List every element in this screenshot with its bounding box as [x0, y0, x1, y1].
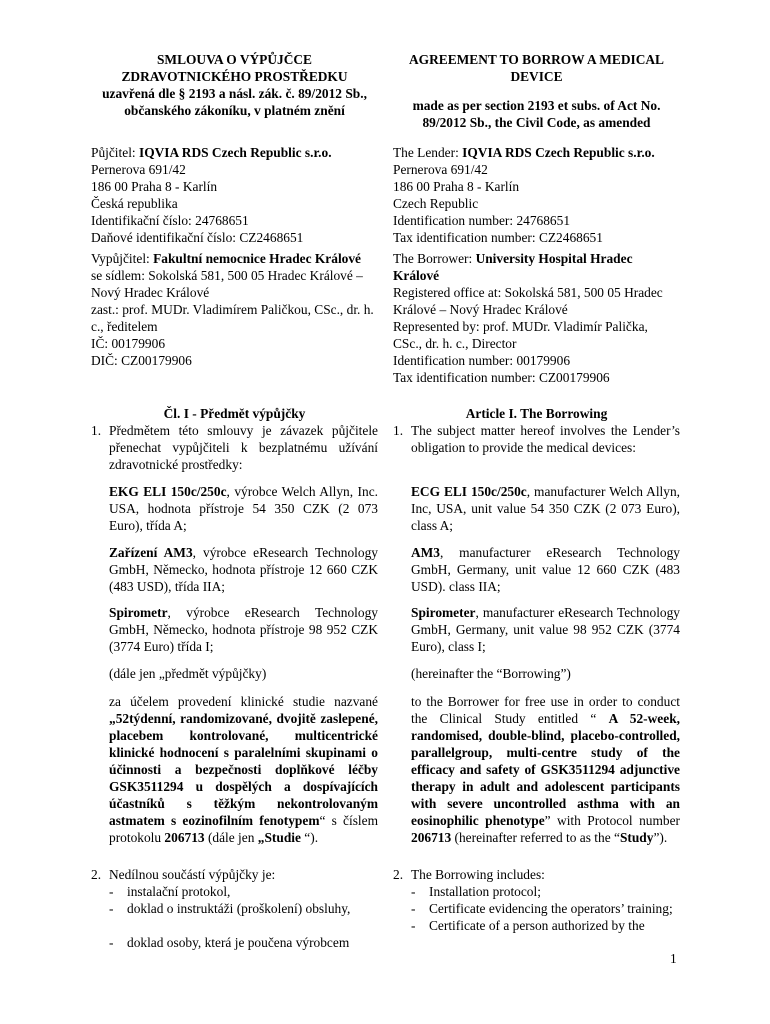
english-title — [393, 51, 680, 85]
list-item-text: Certificate of a person authorized by the — [429, 918, 645, 933]
english-title-line: DEVICE — [510, 69, 563, 84]
purpose-post: (hereinafter referred to as the “ — [451, 830, 620, 845]
czech-title-line: ZDRAVOTNICKÉHO PROSTŘEDKU — [121, 69, 348, 84]
clause-text: Nedílnou součástí výpůjčky je: — [109, 867, 276, 882]
protocol-number: 206713 — [411, 830, 452, 845]
study-title: A 52-week, randomised, double-blind, placebo-controlled, parallelgroup, multi-centre study of the efficacy and safety of GSK3511294 adjunctive therapy in adult and adolescent participants with severe uncontrolled asthma with an eosinophilic phenotype — [411, 711, 680, 828]
device-am3 — [393, 544, 680, 595]
device-details: , výrobce eResearch Technology GmbH, Německo, hodnota přístroje 98 952 CZK (3774 Euro) třída I; — [109, 605, 378, 654]
study-label: Study — [619, 830, 654, 845]
clause-text: Předmětem této smlouvy je závazek půjčitele přenechat vypůjčiteli k bezplatnému užívání zdravotnické prostředky: — [109, 423, 378, 472]
study-purpose — [91, 693, 378, 846]
list-item-text: Installation protocol; — [429, 884, 541, 899]
clause-number: 1. — [393, 423, 404, 438]
lender-line: Identification number: 24768651 — [393, 213, 571, 228]
hereinafter-text: (dále jen „předmět výpůjčky) — [109, 666, 267, 681]
czech-borrower-block — [91, 250, 378, 369]
clause-1 — [393, 422, 680, 456]
borrower-line: Tax identification number: CZ00179906 — [393, 370, 610, 385]
borrower-name: Fakultní nemocnice Hradec Králové — [153, 251, 362, 266]
lender-line: Daňové identifikační číslo: CZ2468651 — [91, 230, 304, 245]
purpose-mid: ” with Protocol number — [544, 813, 680, 828]
lender-line: Identifikační číslo: 24768651 — [91, 213, 249, 228]
lender-name: IQVIA RDS Czech Republic s.r.o. — [462, 145, 655, 160]
borrower-line: IČ: 00179906 — [91, 336, 166, 351]
borrower-line: Identification number: 00179906 — [393, 353, 571, 368]
article-title: Čl. I - Předmět výpůjčky — [163, 406, 306, 421]
borrower-line: zast.: prof. MUDr. Vladimírem Paličkou, CSc., dr. h. c., ředitelem — [91, 302, 374, 334]
hereinafter-text: (hereinafter the “Borrowing”) — [411, 666, 571, 681]
list-item: - instalační protokol, — [91, 883, 378, 900]
borrower-line: Registered office at: Sokolská 581, 500 05 Hradec Králové – Nový Hradec Králové — [393, 285, 663, 317]
english-subtitle-line: 89/2012 Sb., the Civil Code, as amended — [422, 115, 651, 130]
purpose-end: ”). — [653, 830, 668, 845]
article-title: Article I. The Borrowing — [465, 406, 608, 421]
lender-line: Česká republika — [91, 196, 178, 211]
device-name: Spirometer — [411, 605, 476, 620]
lender-line: Pernerova 691/42 — [393, 162, 488, 177]
list-item: - Certificate evidencing the operators’ training; — [393, 900, 680, 917]
device-details: , výrobce Welch Allyn, Inc. USA, hodnota přístroje 54 350 CZK (2 073 Euro), třída A; — [109, 484, 378, 533]
device-ecg — [393, 483, 680, 534]
clause-number: 1. — [91, 423, 102, 438]
list-item-text: instalační protokol, — [127, 884, 231, 899]
czech-clause-2 — [91, 866, 378, 951]
device-details: , manufacturer Welch Allyn, Inc, USA, unit value 54 350 CZK (2 073 Euro), class A; — [411, 484, 681, 533]
study-purpose — [393, 693, 680, 846]
czech-lender-block — [91, 144, 378, 246]
english-subtitle — [393, 97, 680, 131]
page-number: 1 — [670, 951, 677, 966]
list-item-text: doklad o instruktáži (proškolení) obsluhy, — [127, 901, 351, 916]
list-item-text: Certificate evidencing the operators’ training; — [429, 901, 673, 916]
lender-line: Tax identification number: CZ2468651 — [393, 230, 603, 245]
purpose-mid: “ s číslem protokolu — [109, 813, 378, 845]
purpose-end: “). — [300, 830, 319, 845]
borrower-line: Represented by: prof. MUDr. Vladimír Palička, CSc., dr. h. c., Director — [393, 319, 648, 351]
lender-label: Půjčitel: — [91, 145, 139, 160]
lender-label: The Lender: — [393, 145, 463, 160]
clause-text: The Borrowing includes: — [411, 867, 545, 882]
list-item: - Installation protocol; — [393, 883, 680, 900]
list-item: - Certificate of a person authorized by the — [393, 917, 680, 934]
device-name: Zařízení AM3 — [109, 545, 193, 560]
device-ekg — [91, 483, 378, 534]
czech-title-line: SMLOUVA O VÝPŮJČCE — [156, 52, 312, 67]
lender-line: 186 00 Praha 8 - Karlín — [393, 179, 520, 194]
clause-1 — [91, 422, 378, 473]
device-name: AM3 — [411, 545, 441, 560]
clause-text: The subject matter hereof involves the Lender’s obligation to provide the medical devices: — [411, 423, 680, 455]
device-am3 — [91, 544, 378, 595]
lender-name: IQVIA RDS Czech Republic s.r.o. — [138, 145, 332, 160]
device-details: , výrobce eResearch Technology GmbH, Německo, hodnota přístroje 12 660 CZK (483 USD), třída IIA; — [109, 545, 378, 594]
device-details: , manufacturer eResearch Technology GmbH, Germany, unit value 98 952 CZK (3774 Euro), class I; — [411, 605, 680, 654]
purpose-intro: za účelem provedení klinické studie nazvané — [109, 694, 378, 709]
borrower-line: DIČ: CZ00179906 — [91, 353, 192, 368]
hereinafter-note — [91, 665, 378, 682]
list-item-text: doklad osoby, která je poučena výrobcem — [127, 935, 350, 950]
lender-line: 186 00 Praha 8 - Karlín — [91, 179, 218, 194]
device-spirometer — [91, 604, 378, 655]
lender-line: Pernerova 691/42 — [91, 162, 186, 177]
clause-number: 2. — [91, 867, 102, 882]
english-clause-2 — [393, 866, 680, 934]
purpose-post: (dále jen — [204, 830, 258, 845]
english-lender-block — [393, 144, 680, 246]
english-article — [393, 405, 680, 456]
czech-article — [91, 405, 378, 473]
english-borrower-block — [393, 250, 680, 386]
device-name: Spirometr — [109, 605, 168, 620]
czech-title — [91, 51, 378, 119]
study-label: „Studie — [257, 830, 301, 845]
english-title-line: AGREEMENT TO BORROW A MEDICAL — [409, 52, 664, 67]
borrower-name: University Hospital Hradec Králové — [393, 251, 633, 283]
device-name: ECG ELI 150c/250c — [411, 484, 527, 499]
lender-line: Czech Republic — [393, 196, 479, 211]
czech-title-line: občanského zákoníku, v platném znění — [124, 103, 345, 118]
list-item: - doklad osoby, která je poučena výrobcem — [91, 934, 378, 951]
device-details: , manufacturer eResearch Technology GmbH, Germany, unit value 12 660 CZK (483 USD). class IIA; — [411, 545, 680, 594]
borrower-line: se sídlem: Sokolská 581, 500 05 Hradec Králové – Nový Hradec Králové — [91, 268, 363, 300]
device-spirometer — [393, 604, 680, 655]
protocol-number: 206713 — [164, 830, 205, 845]
borrower-label: Vypůjčitel: — [91, 251, 154, 266]
study-title: „52týdenní, randomizované, dvojitě zaslepené, placebem kontrolované, multicentrické klinické hodnocení s paralelními skupinami o účinnosti a bezpečnosti doplňkové léčby GSK3511294 u dospělých a dospívajících účastníků s těžkým nekontrolovaným astmatem s eozinofilním fenotypem — [109, 711, 378, 828]
list-item: - doklad o instruktáži (proškolení) obsluhy, — [91, 900, 378, 917]
clause-number: 2. — [393, 867, 404, 882]
english-subtitle-line: made as per section 2193 et subs. of Act No. — [412, 98, 661, 113]
czech-title-line: uzavřená dle § 2193 a násl. zák. č. 89/2012 Sb., — [102, 86, 367, 101]
device-name: EKG ELI 150c/250c — [109, 484, 227, 499]
hereinafter-note — [393, 665, 680, 682]
borrower-label: The Borrower: — [393, 251, 476, 266]
purpose-intro: to the Borrower for free use in order to conduct the Clinical Study entitled “ — [411, 694, 680, 726]
